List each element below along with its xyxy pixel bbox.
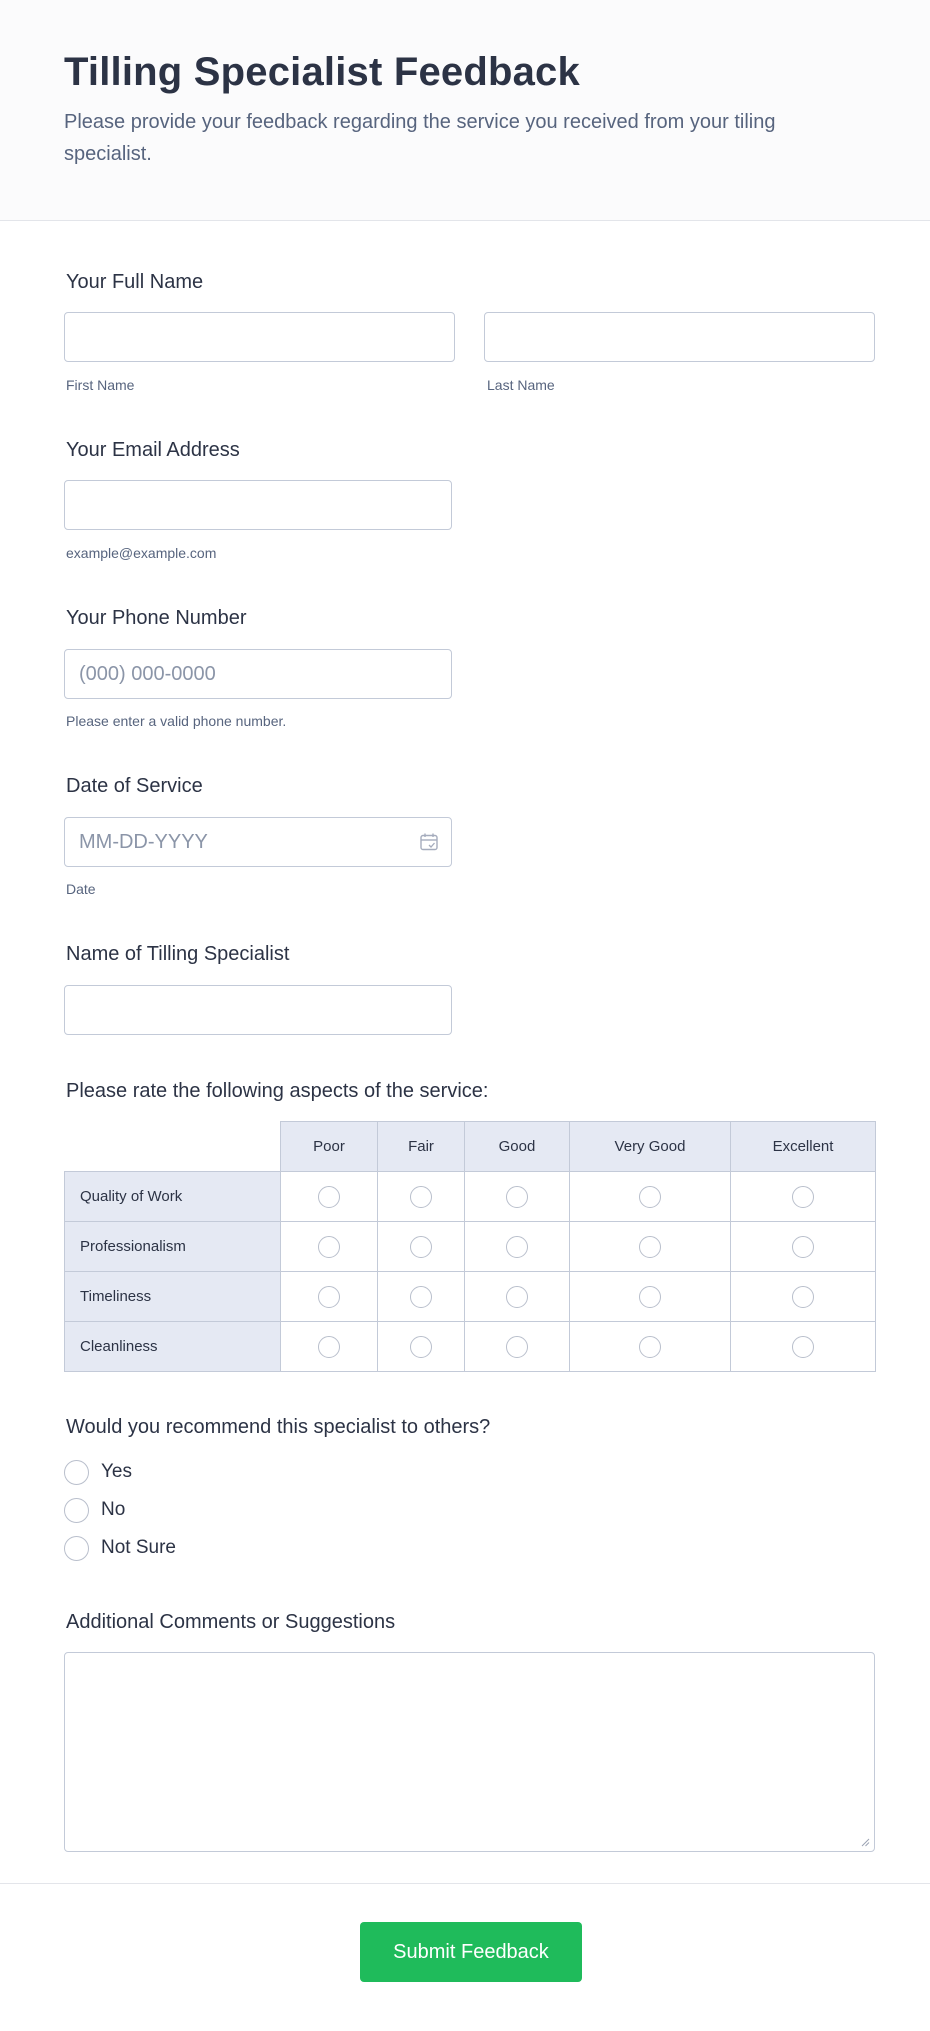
radio-circle-icon[interactable]: [64, 1460, 89, 1485]
comments-label: Additional Comments or Suggestions: [66, 1611, 396, 1633]
rating-radio[interactable]: [506, 1186, 528, 1208]
column-header: Very Good: [570, 1122, 731, 1172]
row-label: Cleanliness: [65, 1322, 281, 1372]
email-input[interactable]: [64, 480, 452, 530]
matrix-row: [65, 1222, 876, 1272]
date-input[interactable]: [64, 817, 452, 867]
rating-radio[interactable]: [318, 1186, 340, 1208]
date-placeholder: MM-DD-YYYY: [79, 831, 208, 853]
email-sublabel: example@example.com: [66, 545, 217, 561]
email-label: Your Email Address: [66, 439, 240, 461]
option-label: No: [101, 1499, 126, 1520]
option-label: Yes: [101, 1461, 132, 1482]
page-title: Tilling Specialist Feedback: [64, 50, 580, 94]
matrix-row: [65, 1172, 876, 1222]
recommend-option-yes[interactable]: [64, 1459, 132, 1485]
rating-radio[interactable]: [506, 1236, 528, 1258]
rating-radio[interactable]: [639, 1186, 661, 1208]
recommend-option-not-sure[interactable]: [64, 1535, 176, 1561]
first-name-input[interactable]: [64, 312, 455, 362]
rating-radio[interactable]: [506, 1336, 528, 1358]
row-label: Timeliness: [65, 1272, 281, 1322]
matrix-row: [65, 1272, 876, 1322]
rating-matrix: [64, 1121, 876, 1372]
comments-textarea[interactable]: [64, 1652, 875, 1852]
first-name-sublabel: First Name: [66, 377, 135, 393]
specialist-name-input[interactable]: [64, 985, 452, 1035]
option-label: Not Sure: [101, 1537, 176, 1558]
calendar-icon[interactable]: [419, 832, 439, 852]
rating-label: Please rate the following aspects of the service:: [66, 1080, 489, 1102]
rating-radio[interactable]: [318, 1336, 340, 1358]
rating-radio[interactable]: [506, 1286, 528, 1308]
phone-input[interactable]: (000) 000-0000: [64, 649, 452, 699]
rating-radio[interactable]: [410, 1336, 432, 1358]
specialist-label: Name of Tilling Specialist: [66, 943, 290, 965]
page-subtitle: Please provide your feedback regarding the service you received from your tiling specialist.: [64, 111, 776, 165]
rating-radio[interactable]: [410, 1286, 432, 1308]
column-header: Poor: [281, 1122, 378, 1172]
submit-button[interactable]: Submit Feedback: [360, 1922, 582, 1982]
resize-handle-icon[interactable]: [860, 1837, 870, 1847]
rating-radio[interactable]: [792, 1236, 814, 1258]
rating-radio[interactable]: [792, 1186, 814, 1208]
footer-divider: [0, 1883, 930, 1884]
date-sublabel: Date: [66, 881, 96, 897]
last-name-input[interactable]: [484, 312, 875, 362]
phone-sublabel: Please enter a valid phone number.: [66, 713, 287, 729]
full-name-label: Your Full Name: [66, 271, 204, 293]
rating-radio[interactable]: [792, 1336, 814, 1358]
form-header: [0, 0, 930, 221]
phone-label: Your Phone Number: [66, 607, 247, 629]
row-label: Quality of Work: [65, 1172, 281, 1222]
rating-radio[interactable]: [639, 1336, 661, 1358]
rating-radio[interactable]: [318, 1286, 340, 1308]
recommend-option-no[interactable]: [64, 1497, 125, 1523]
radio-circle-icon[interactable]: [64, 1536, 89, 1561]
matrix-corner: [65, 1122, 281, 1172]
date-label: Date of Service: [66, 775, 203, 797]
rating-radio[interactable]: [410, 1236, 432, 1258]
column-header: Excellent: [731, 1122, 876, 1172]
rating-radio[interactable]: [318, 1236, 340, 1258]
row-label: Professionalism: [65, 1222, 281, 1272]
recommend-label: Would you recommend this specialist to others?: [66, 1416, 491, 1438]
rating-radio[interactable]: [639, 1286, 661, 1308]
rating-radio[interactable]: [639, 1236, 661, 1258]
radio-circle-icon[interactable]: [64, 1498, 89, 1523]
column-header: Fair: [378, 1122, 465, 1172]
rating-radio[interactable]: [792, 1286, 814, 1308]
column-header: Good: [465, 1122, 570, 1172]
matrix-row: [65, 1322, 876, 1372]
last-name-sublabel: Last Name: [487, 377, 555, 393]
rating-radio[interactable]: [410, 1186, 432, 1208]
